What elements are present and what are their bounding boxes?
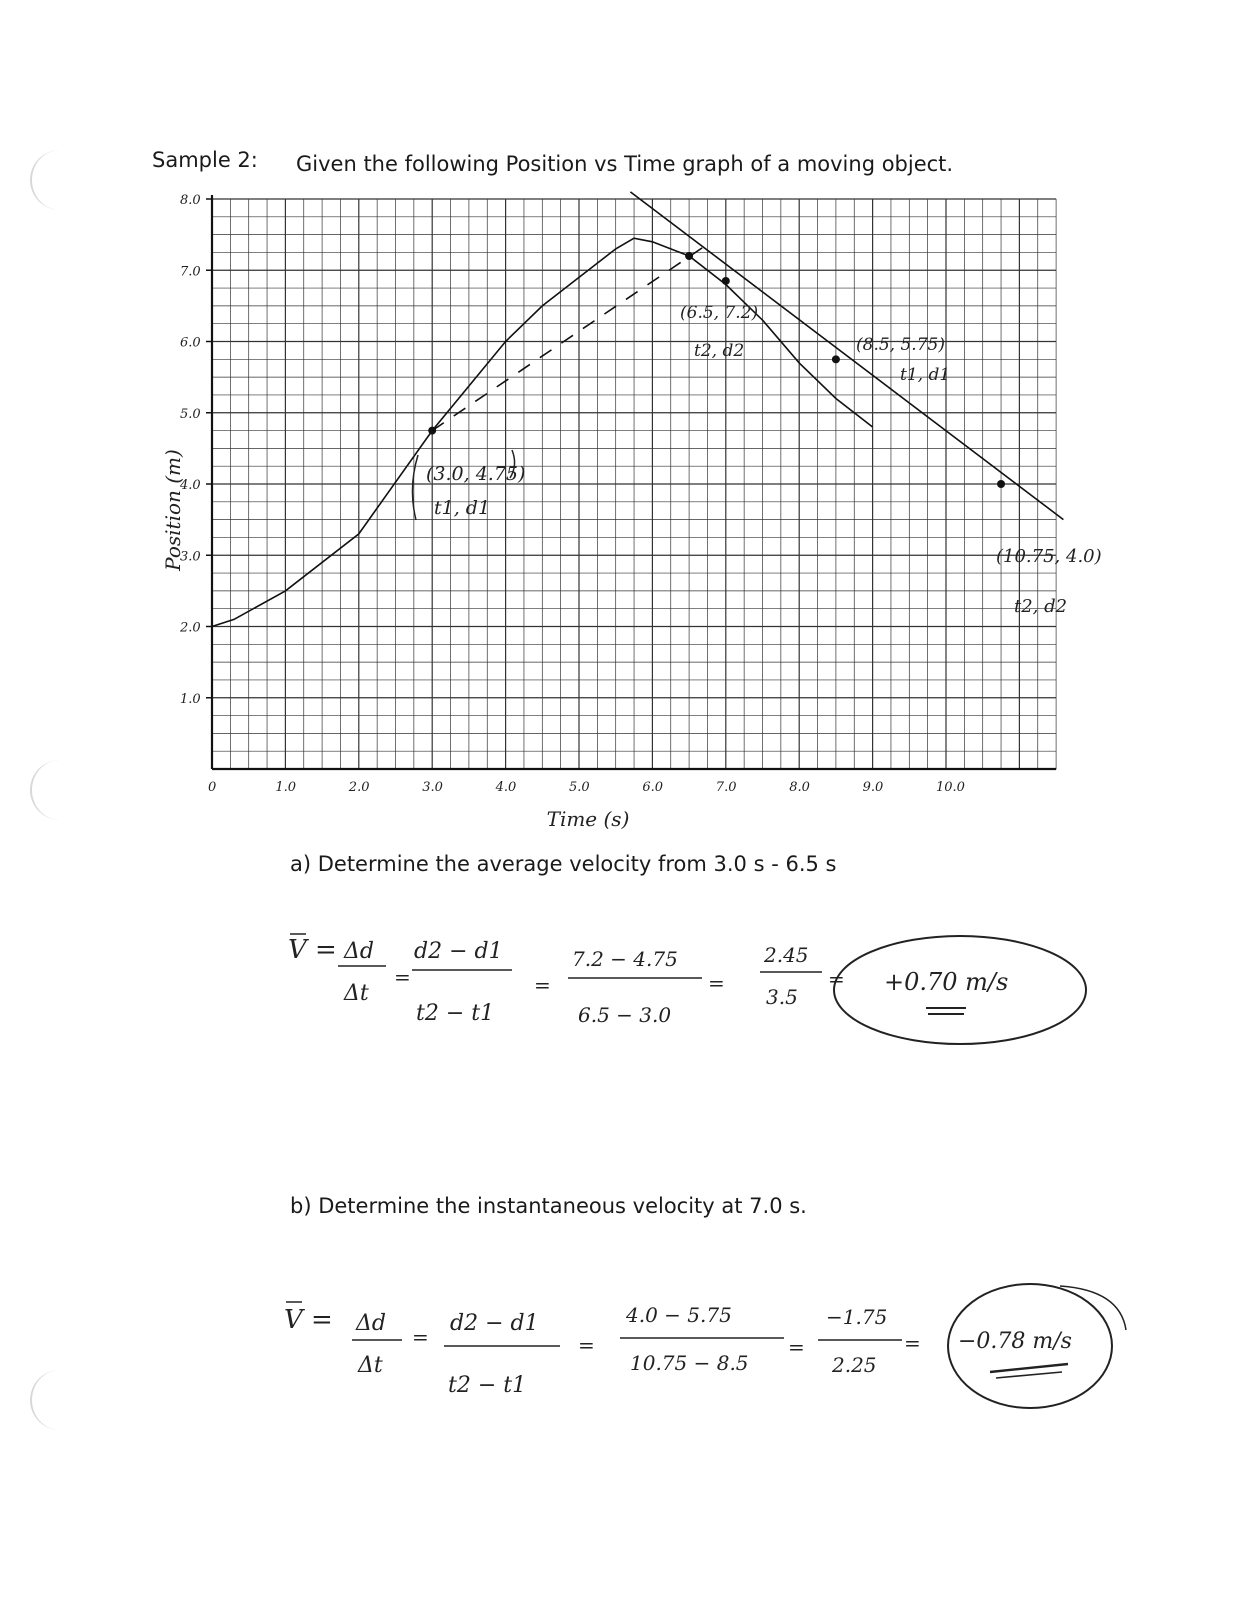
a-f1-den: Δt bbox=[344, 981, 369, 1006]
x-tick-label: 8.0 bbox=[789, 780, 810, 795]
y-axis-label: Position (m) bbox=[161, 449, 185, 571]
b-f3-num: 4.0 − 5.75 bbox=[626, 1303, 732, 1327]
annotation-c-vars: t1, d1 bbox=[900, 365, 951, 385]
b-eq3: = bbox=[788, 1335, 805, 1359]
x-origin-label: 0 bbox=[208, 780, 217, 795]
annotation-a-bracket bbox=[412, 455, 418, 520]
y-tick-label: 3.0 bbox=[180, 549, 201, 565]
data-point bbox=[832, 355, 840, 363]
a-f2-den: t2 − t1 bbox=[416, 1001, 495, 1026]
b-f4-num: −1.75 bbox=[826, 1305, 888, 1329]
data-point bbox=[685, 252, 693, 260]
question-b: b) Determine the instantaneous velocity at 7.0 s. bbox=[290, 1194, 807, 1218]
y-tick-label: 2.0 bbox=[180, 620, 201, 636]
a-f4-num: 2.45 bbox=[764, 943, 809, 967]
data-point bbox=[997, 480, 1005, 488]
intro-text: Given the following Position vs Time graph of a moving object. bbox=[296, 152, 954, 176]
b-f2-num: d2 − d1 bbox=[450, 1311, 539, 1336]
x-tick-label: 9.0 bbox=[862, 780, 884, 795]
y-tick-label: 1.0 bbox=[180, 691, 201, 707]
annotation-b-vars: t2, d2 bbox=[694, 341, 745, 361]
x-tick-label: 2.0 bbox=[348, 780, 370, 795]
x-axis-label: Time (s) bbox=[546, 807, 630, 831]
annotation-d-vars: t2, d2 bbox=[1014, 596, 1068, 617]
y-tick-label: 7.0 bbox=[180, 264, 201, 280]
a-eq1: = bbox=[394, 965, 411, 989]
a-answer: +0.70 m/s bbox=[884, 968, 1009, 996]
x-tick-label: 10.0 bbox=[936, 780, 965, 795]
b-eq4: = bbox=[904, 1331, 921, 1355]
data-point bbox=[428, 427, 436, 435]
annotation-b-point: (6.5, 7.2) bbox=[680, 303, 759, 323]
b-eq2: = bbox=[578, 1333, 595, 1357]
question-a: a) Determine the average velocity from 3.0 s - 6.5 s bbox=[290, 852, 837, 876]
graph-grid bbox=[212, 199, 1056, 769]
a-f3-num: 7.2 − 4.75 bbox=[572, 947, 678, 971]
a-lhs: V = bbox=[288, 935, 337, 965]
x-tick-label: 4.0 bbox=[495, 780, 517, 795]
a-answer-circle bbox=[834, 936, 1086, 1044]
graph-series bbox=[212, 192, 1063, 627]
annotation-d-point: (10.75, 4.0) bbox=[996, 546, 1102, 567]
y-tick-label: 4.0 bbox=[180, 478, 201, 493]
y-tick-label: 6.0 bbox=[180, 335, 201, 351]
b-eq1: = bbox=[412, 1325, 429, 1349]
b-f1-num: Δd bbox=[356, 1311, 386, 1336]
annotation-a-vars: t1, d1 bbox=[434, 497, 491, 519]
b-f3-den: 10.75 − 8.5 bbox=[630, 1351, 749, 1375]
x-tick-label: 6.0 bbox=[642, 780, 664, 795]
a-f4-den: 3.5 bbox=[766, 985, 798, 1009]
x-tick-labels bbox=[208, 780, 965, 795]
a-eq3: = bbox=[708, 971, 725, 995]
b-answer-circle bbox=[948, 1284, 1112, 1408]
b-lhs: V = bbox=[284, 1305, 333, 1335]
b-f4-den: 2.25 bbox=[832, 1353, 877, 1377]
annotation-c-point: (8.5, 5.75) bbox=[856, 335, 945, 355]
x-tick-label: 3.0 bbox=[422, 780, 443, 795]
b-f1-den: Δt bbox=[358, 1353, 383, 1378]
a-eq4: = bbox=[828, 967, 845, 991]
y-tick-label: 5.0 bbox=[180, 406, 201, 422]
b-answer: −0.78 m/s bbox=[958, 1329, 1072, 1354]
a-f2-num: d2 − d1 bbox=[414, 939, 503, 964]
x-tick-label: 7.0 bbox=[715, 780, 737, 795]
binder-hole-bottom bbox=[30, 1370, 72, 1430]
x-tick-label: 5.0 bbox=[569, 780, 590, 795]
a-f3-den: 6.5 − 3.0 bbox=[578, 1003, 672, 1027]
sample-label: Sample 2: bbox=[152, 148, 258, 172]
a-eq2: = bbox=[534, 973, 551, 997]
annotation-a-point: (3.0, 4.75) bbox=[426, 463, 526, 485]
data-point bbox=[722, 277, 730, 285]
a-f1-num: Δd bbox=[344, 939, 374, 964]
b-f2-den: t2 − t1 bbox=[448, 1373, 527, 1398]
y-tick-label: 8.0 bbox=[180, 193, 201, 208]
x-tick-label: 1.0 bbox=[275, 780, 297, 795]
